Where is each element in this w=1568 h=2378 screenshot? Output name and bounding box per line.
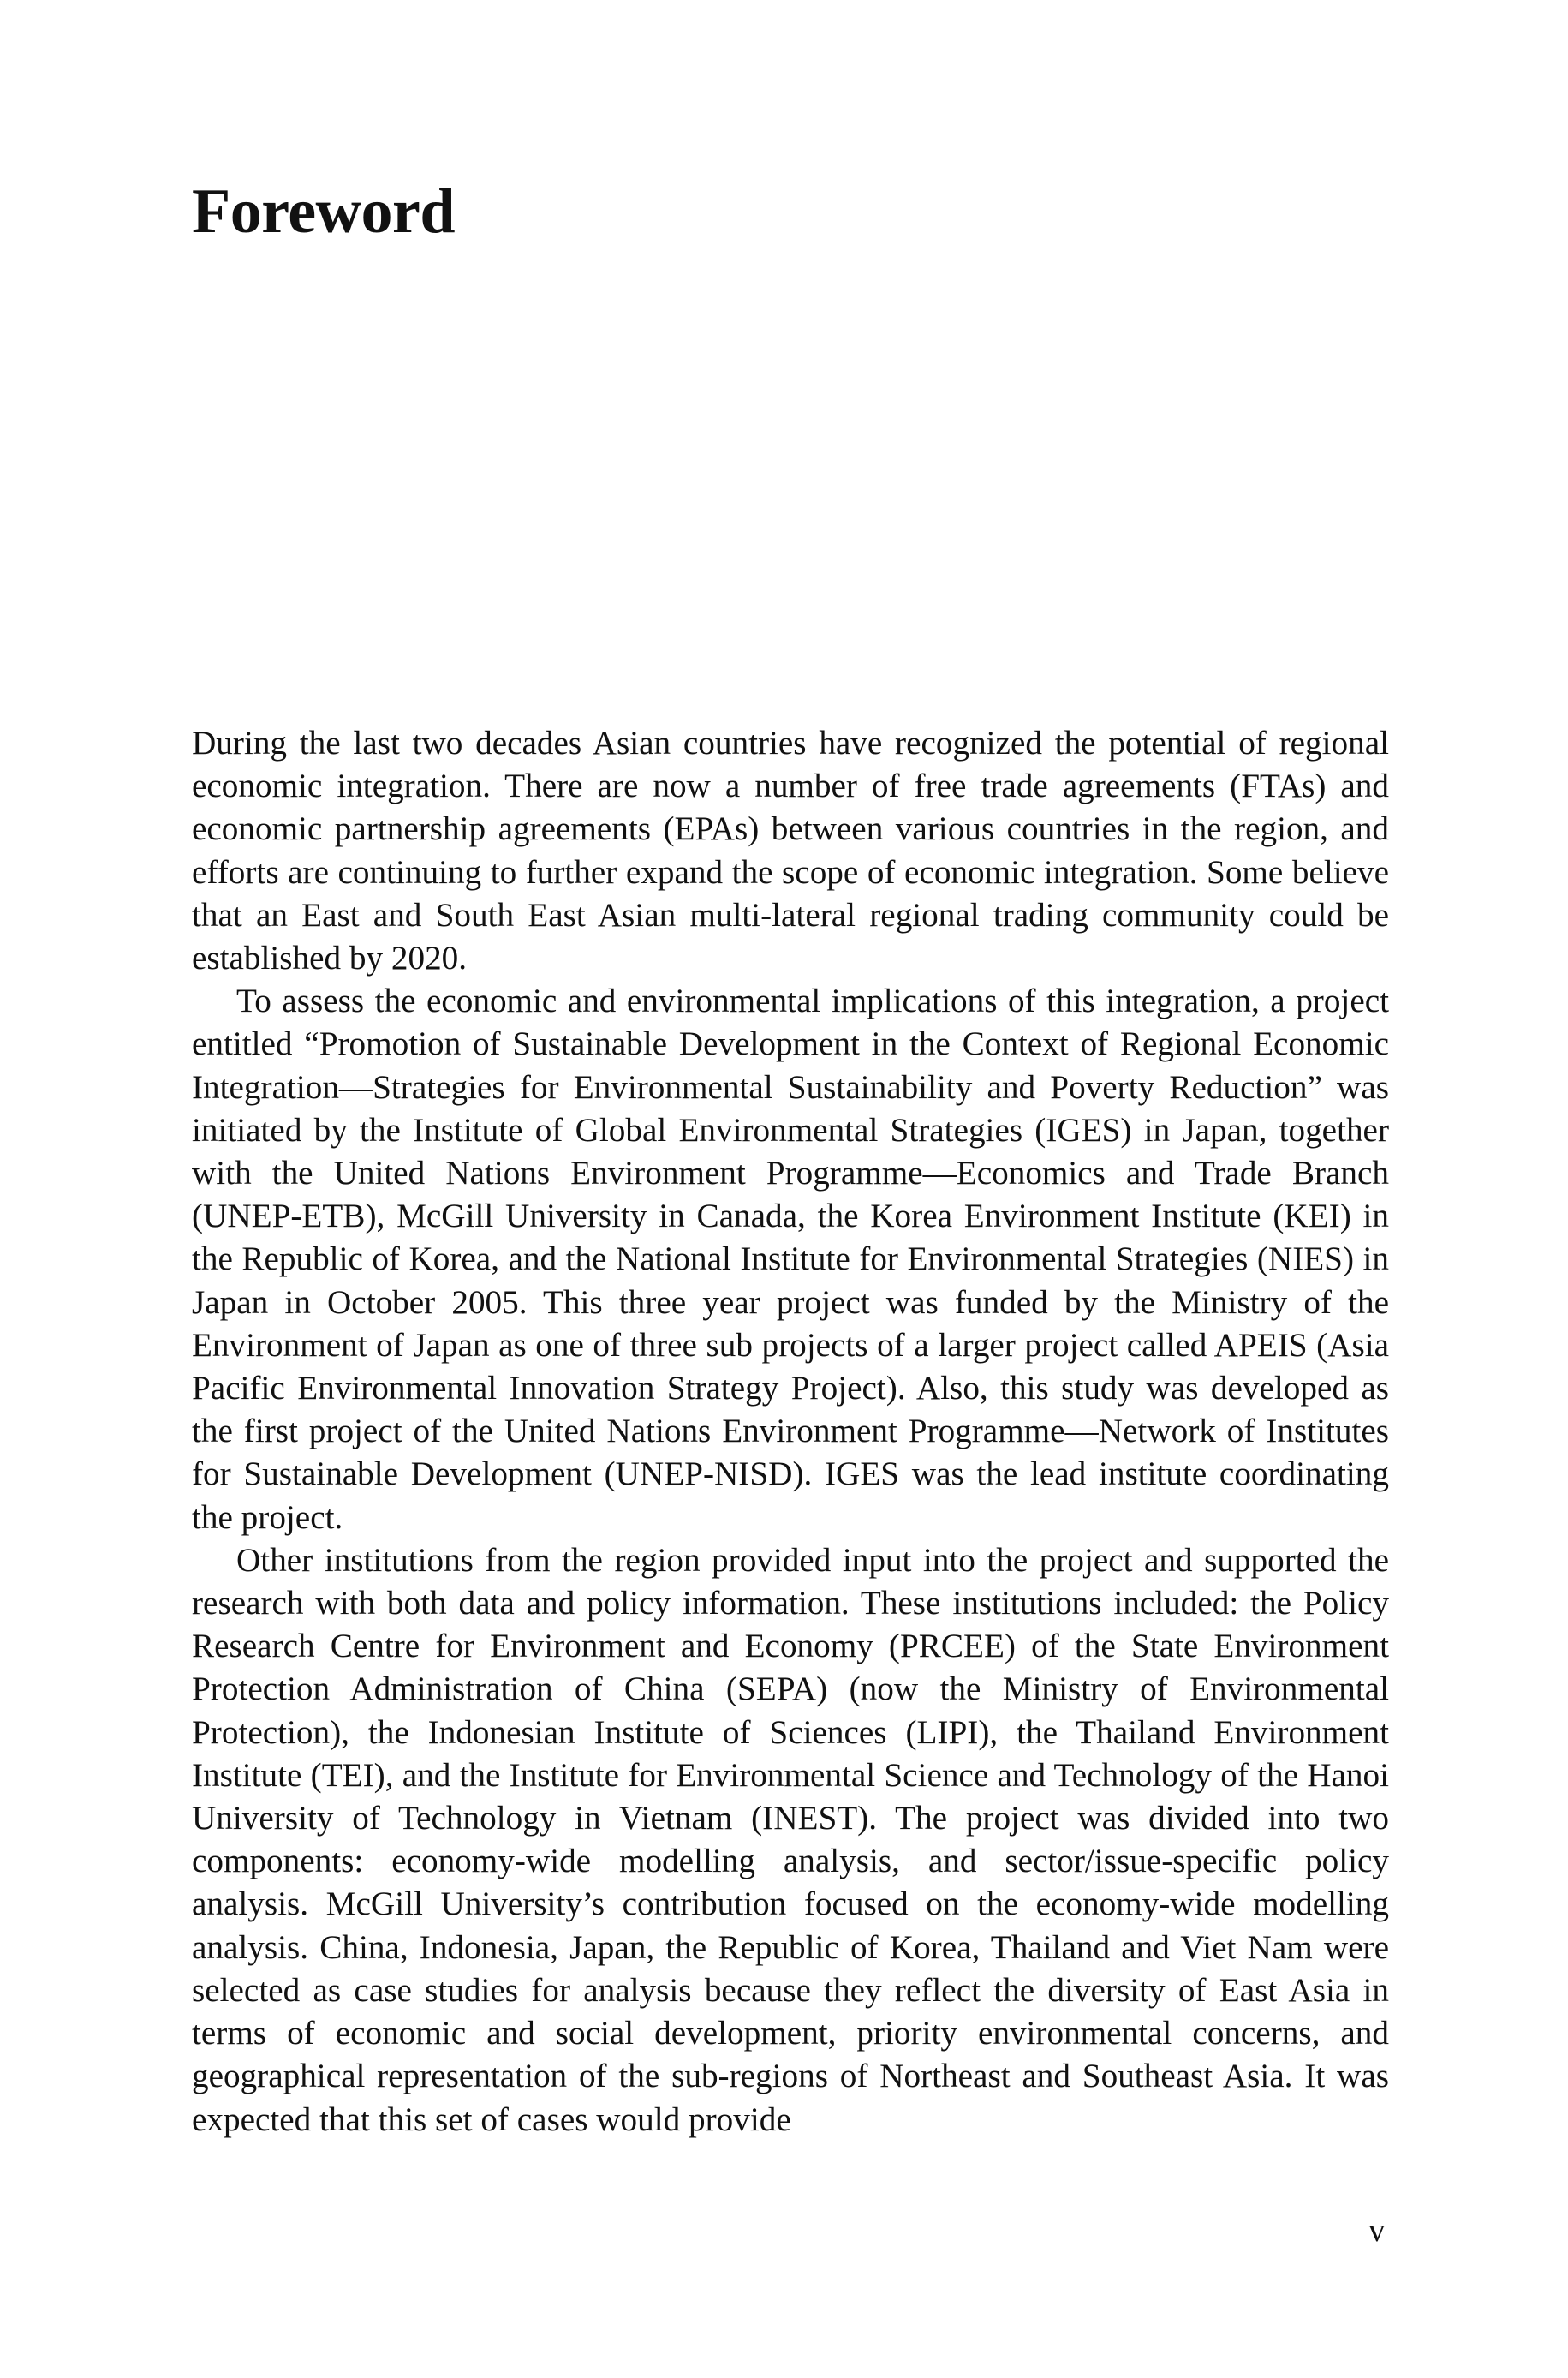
page-title: Foreword (192, 176, 455, 247)
paragraph-2: To assess the economic and environmental implications of this integration, a project entitled “Promotion of Sustainable Development in the Context of Regional Economic Integration—Strategies for Environmental Sustainability and Poverty Reduction” was initiated by the Institute of Global Environmental Strategies (IGES) in Japan, together with the United Nations Environment Programme—Economics and Trade Branch (UNEP-ETB), McGill University in Canada, the Korea Environment Institute (KEI) in the Republic of Korea, and the National Institute for Environmental Strategies (NIES) in Japan in October 2005. This three year project was funded by the Ministry of the Environment of Japan as one of three sub projects of a larger project called APEIS (Asia Pacific Environmental Innovation Strategy Project). Also, this study was developed as the first project of the United Nations Environment Programme—Network of Institutes for Sustainable Development (UNEP-NISD). IGES was the lead institute coordinating the project. (192, 983, 1389, 1536)
paragraph-1: During the last two decades Asian countries have recognized the potential of regional economic integration. There are now a number of free trade agreements (FTAs) and economic partnership agreements (EPAs) between various countries in the region, and efforts are continuing to further expand the scope of economic integration. Some believe that an East and South East Asian multi-lateral regional trading community could be established by 2020. (192, 725, 1389, 977)
page-number: v (1368, 2212, 1386, 2249)
paragraph-3: Other institutions from the region provided input into the project and supported the research with both data and policy information. These institutions included: the Policy Research Centre for Environment and Economy (PRCEE) of the State Environment Protection Administration of China (SEPA) (now the Ministry of Environmental Protection), the Indonesian Institute of Sciences (LIPI), the Thailand Environment Institute (TEI), and the Institute for Environmental Science and Technology of the Hanoi University of Technology in Vietnam (INEST). The project was divided into two components: economy-wide modelling analysis, and sector/issue-specific policy analysis. McGill University’s contribution focused on the economy-wide modelling analysis. China, Indonesia, Japan, the Republic of Korea, Thailand and Viet Nam were selected as case studies for analysis because they reflect the diversity of East Asia in terms of economic and social development, priority environmental concerns, and geographical representation of the sub-regions of Northeast and Southeast Asia. It was expected that this set of cases would provide (192, 1541, 1389, 2138)
foreword-body (192, 722, 1389, 2142)
